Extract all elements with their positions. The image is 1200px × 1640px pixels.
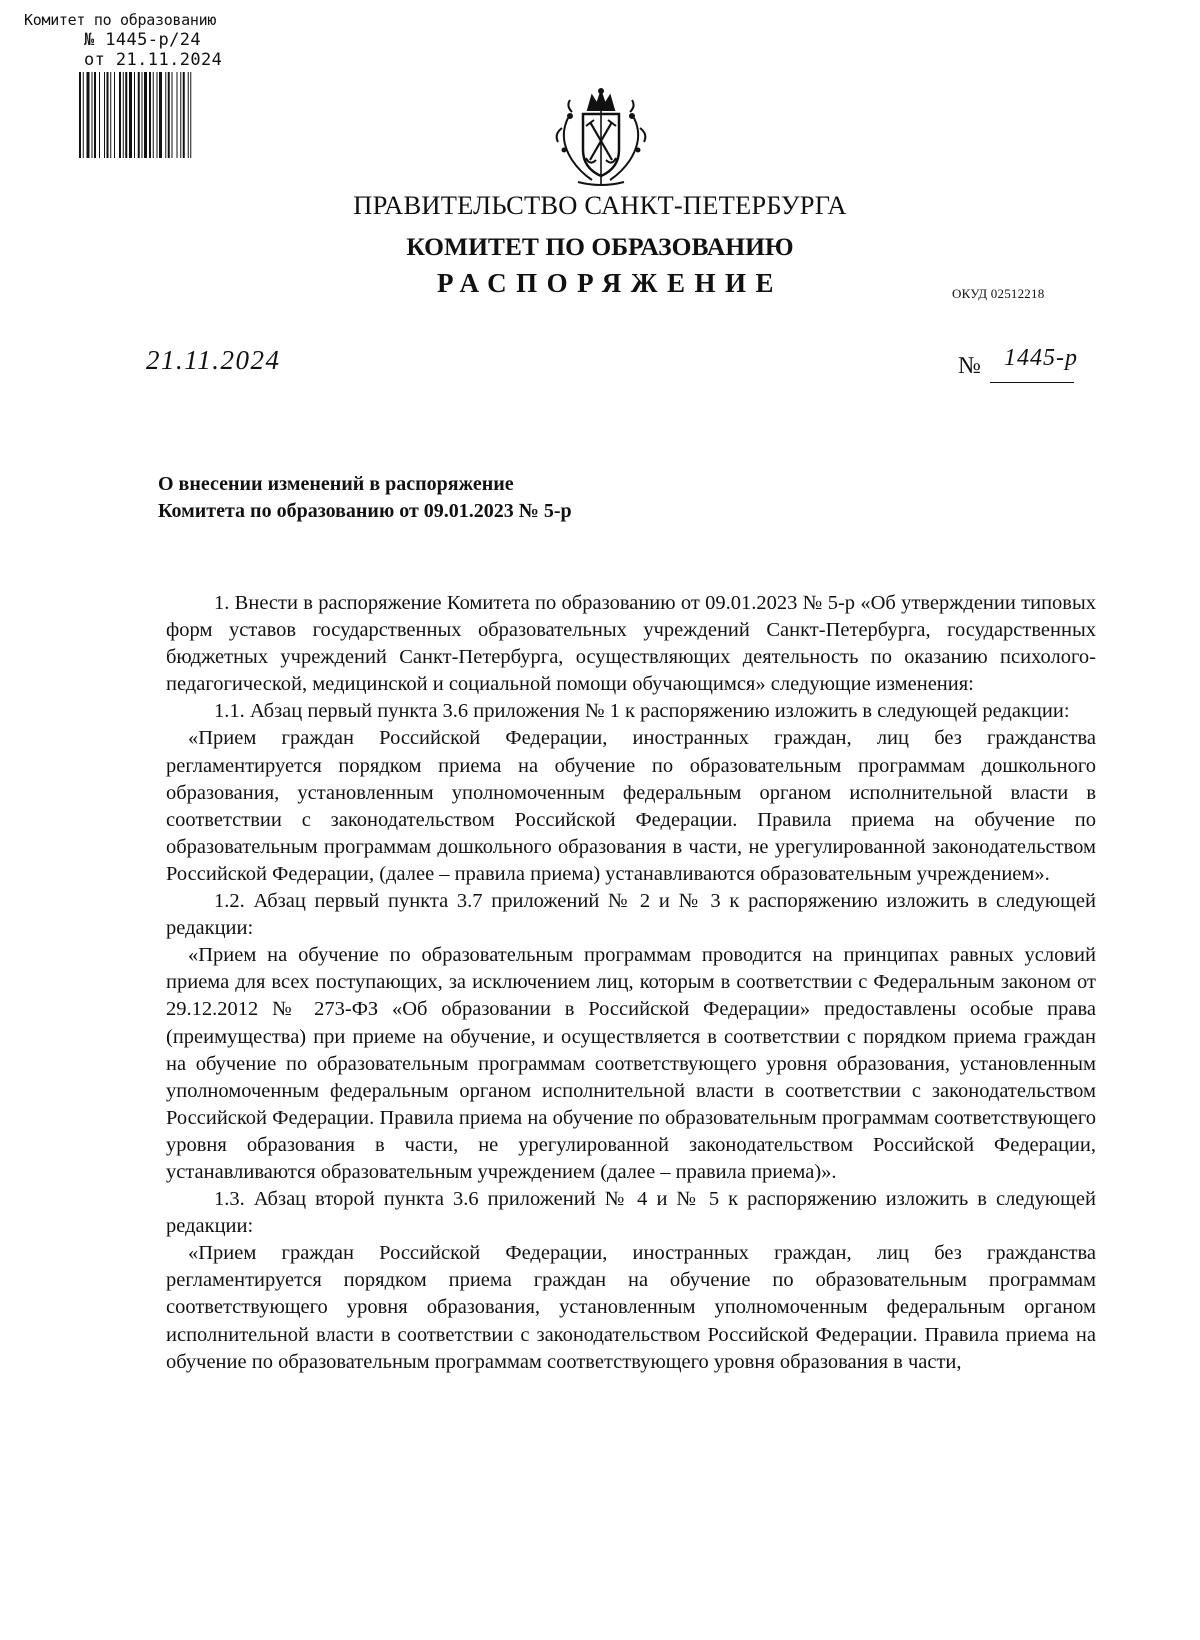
barcode-bar: [188, 72, 189, 158]
number-sign: №: [958, 353, 981, 379]
number-underline: [990, 382, 1074, 383]
barcode-bar: [110, 72, 111, 158]
document-body: [166, 590, 1096, 1376]
document-subject: [158, 471, 572, 525]
barcode-bar: [177, 72, 178, 158]
stamp-number: № 1445-р/24: [84, 30, 201, 50]
government-name: ПРАВИТЕЛЬСТВО САНКТ-ПЕТЕРБУРГА: [353, 190, 847, 220]
barcode-bar: [142, 72, 143, 158]
document-number: [958, 345, 1088, 395]
barcode-bar: [168, 72, 170, 158]
subject-line-1: О внесении изменений в распоряжение: [158, 473, 514, 495]
barcode-bar: [149, 72, 151, 158]
barcode-bar: [129, 72, 132, 158]
barcode-bar: [92, 72, 93, 158]
barcode-bar: [83, 72, 84, 158]
barcode-bar: [123, 72, 124, 158]
document-date: 21.11.2024: [146, 345, 281, 375]
committee-name: КОМИТЕТ ПО ОБРАЗОВАНИЮ: [406, 232, 794, 261]
barcode-bar: [165, 72, 166, 158]
barcode-bar: [183, 72, 185, 158]
barcode-bar: [99, 72, 100, 158]
barcode-bar: [144, 72, 147, 158]
barcode-bar: [157, 72, 158, 158]
barcode-bar: [138, 72, 140, 158]
registration-stamp: [24, 10, 274, 162]
number-value: 1445-р: [1004, 345, 1078, 371]
paragraph-1: 1. Внести в распоряжение Комитета по образованию от 09.01.2023 № 5-р «Об утверждении типовых форм уставов государственных образовательных учреждений Санкт-Петербурга, государственных бюджетных учреждений Санкт-Петербурга, осуществляющих деятельность по оказанию психолого-педагогической, медицинской и социальной помощи обучающимся» следующие изменения:: [166, 592, 1096, 696]
barcode-bar: [107, 72, 109, 158]
barcode-bar: [134, 72, 135, 158]
barcode-bar: [180, 72, 181, 158]
subject-line-2: Комитета по образованию от 09.01.2023 № 5-р: [158, 500, 572, 522]
barcode-bar: [79, 72, 81, 158]
barcode-bar: [190, 72, 191, 158]
paragraph-1-1: 1.1. Абзац первый пункта 3.6 приложения № 1 к распоряжению изложить в следующей редакции:: [214, 700, 1070, 723]
barcode-bar: [172, 72, 173, 158]
barcode-icon: [79, 72, 229, 158]
paragraph-1-3: 1.3. Абзац второй пункта 3.6 приложений № 4 и № 5 к распоряжению изложить в следующей редакции:: [166, 1188, 1096, 1238]
barcode-bar: [153, 72, 154, 158]
document-type: РАСПОРЯЖЕНИЕ: [436, 268, 784, 298]
saint-petersburg-coat-of-arms-icon: [548, 88, 654, 188]
barcode-bar: [94, 72, 96, 158]
barcode-bar: [125, 72, 127, 158]
paragraph-1-1-text: «Прием граждан Российской Федерации, иностранных граждан, лиц без гражданства регламентируется порядком приема на обучение по образовательным программам дошкольного образования, установленным уполномоченным федеральным органом исполнительной власти в соответствии с законодательством Российской Федерации. Правила приема на обучение по образовательным программам дошкольного образования в части, не урегулированной законодательством Российской Федерации, (далее – правила приема) устанавливаются образовательным учреждением».: [166, 727, 1096, 885]
stamp-committee: Комитет по образованию: [24, 11, 217, 29]
paragraph-1-2: 1.2. Абзац первый пункта 3.7 приложений № 2 и № 3 к распоряжению изложить в следующей редакции:: [166, 890, 1096, 940]
paragraph-1-2-text: «Прием на обучение по образовательным программам проводится на принципах равных условий приема для всех поступающих, за исключением лиц, которым в соответствии с Федеральным законом от 29.12.2012 № 273-ФЗ «Об образовании в Российской Федерации» предоставлены особые права (преимущества) при приеме на обучение, и осуществляется в соответствии с порядком приема граждан на обучение по образовательным программам соответствующего уровня образования, установленным уполномоченным федеральным органом исполнительной власти в соответствии с законодательством Российской Федерации. Правила приема на обучение по образовательным программам соответствующего уровня образования в части, не урегулированной законодательством Российской Федерации, устанавливаются образовательным учреждением (далее – правила приема)».: [166, 944, 1096, 1183]
barcode-bar: [87, 72, 90, 158]
barcode-bar: [119, 72, 121, 158]
okud-code: ОКУД 02512218: [952, 286, 1045, 301]
stamp-date: от 21.11.2024: [84, 50, 223, 70]
barcode-bar: [159, 72, 162, 158]
paragraph-1-3-text: «Прием граждан Российской Федерации, иностранных граждан, лиц без гражданства регламентируется порядком приема граждан на обучение по образовательным программам соответствующего уровня образования, установленным уполномоченным федеральным органом исполнительной власти в соответствии с законодательством Российской Федерации. Правила приема на обучение по образовательным программам соответствующего уровня образования в части,: [166, 1242, 1096, 1373]
barcode-bar: [114, 72, 115, 158]
barcode-bar: [104, 72, 105, 158]
